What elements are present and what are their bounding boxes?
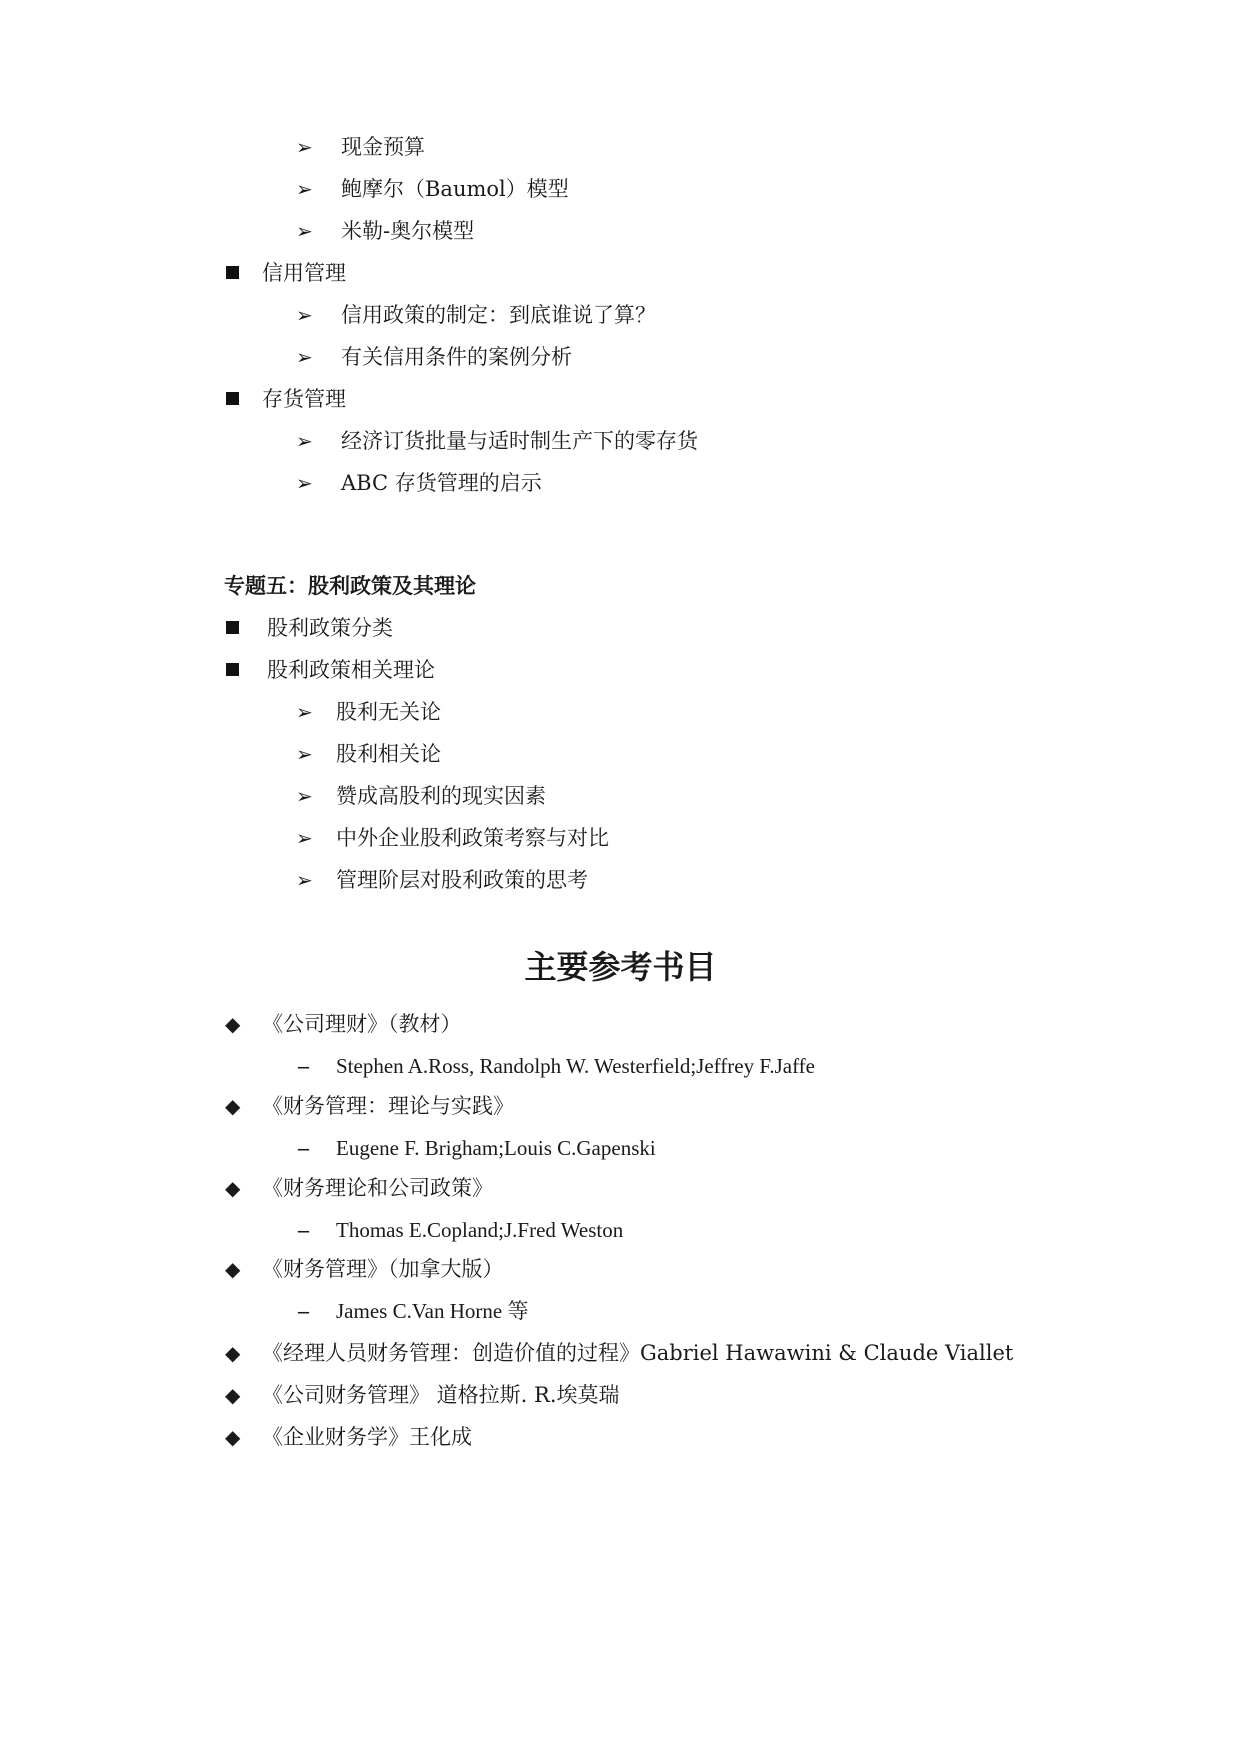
dash-bullet-icon: – xyxy=(298,1135,309,1160)
list-item-text: 经济订货批量与适时制生产下的零存货 xyxy=(341,429,698,453)
dash-bullet-icon: – xyxy=(298,1217,309,1242)
list-item-text: 中外企业股利政策考察与对比 xyxy=(336,826,609,850)
arrow-bullet-icon: ➢ xyxy=(296,742,313,766)
list-item-text: 信用政策的制定：到底谁说了算？ xyxy=(341,303,656,327)
square-bullet-icon xyxy=(226,392,239,405)
section-title: 股利政策相关理论 xyxy=(267,658,435,682)
diamond-bullet-icon: ◆ xyxy=(225,1425,241,1449)
square-bullet-icon xyxy=(226,266,239,279)
list-item-text: 鲍摩尔（Baumol）模型 xyxy=(341,177,569,201)
arrow-bullet-icon: ➢ xyxy=(296,784,313,808)
reference-author-text: James C.Van Horne 等 xyxy=(336,1299,529,1323)
reference-title: 《公司财务管理》 道格拉斯. R.埃莫瑞 xyxy=(262,1383,620,1407)
reference-title: 《经理人员财务管理：创造价值的过程》Gabriel Hawawini & Claude Viallet xyxy=(262,1341,1014,1365)
arrow-bullet-icon: ➢ xyxy=(296,135,313,159)
reference-title: 《财务理论和公司政策》 xyxy=(262,1176,493,1200)
diamond-bullet-icon: ◆ xyxy=(225,1257,241,1281)
list-item-text: 有关信用条件的案例分析 xyxy=(341,345,572,369)
arrow-bullet-icon: ➢ xyxy=(296,219,313,243)
arrow-bullet-icon: ➢ xyxy=(296,868,313,892)
topic-heading: 专题五：股利政策及其理论 xyxy=(224,573,476,598)
list-item-text: 米勒-奥尔模型 xyxy=(341,219,475,243)
reference-author-text: Thomas E.Copland;J.Fred Weston xyxy=(336,1218,624,1242)
list-item-text: 股利无关论 xyxy=(336,700,441,724)
reference-title: 《财务管理》（加拿大版） xyxy=(262,1257,504,1281)
section-title: 信用管理 xyxy=(262,261,346,285)
diamond-bullet-icon: ◆ xyxy=(225,1341,241,1365)
list-item-text: 管理阶层对股利政策的思考 xyxy=(336,868,588,892)
reference-title: 《企业财务学》王化成 xyxy=(262,1425,472,1449)
diamond-bullet-icon: ◆ xyxy=(225,1012,241,1036)
arrow-bullet-icon: ➢ xyxy=(296,471,313,495)
reference-author-text: Eugene F. Brigham;Louis C.Gapenski xyxy=(336,1136,656,1160)
diamond-bullet-icon: ◆ xyxy=(225,1176,241,1200)
arrow-bullet-icon: ➢ xyxy=(296,700,313,724)
reference-author-text: Stephen A.Ross, Randolph W. Westerfield;Jeffrey F.Jaffe xyxy=(336,1054,815,1078)
list-item-text: 现金预算 xyxy=(341,135,425,159)
reference-title: 《财务管理：理论与实践》 xyxy=(262,1094,514,1118)
square-bullet-icon xyxy=(226,663,239,676)
list-item-text: ABC 存货管理的启示 xyxy=(341,471,542,495)
list-item-text: 股利相关论 xyxy=(336,742,441,766)
diamond-bullet-icon: ◆ xyxy=(225,1383,241,1407)
arrow-bullet-icon: ➢ xyxy=(296,303,313,327)
dash-bullet-icon: – xyxy=(298,1298,309,1323)
section-title: 存货管理 xyxy=(262,387,346,411)
references-heading: 主要参考书目 xyxy=(524,948,717,986)
section-title: 股利政策分类 xyxy=(267,616,393,640)
arrow-bullet-icon: ➢ xyxy=(296,345,313,369)
arrow-bullet-icon: ➢ xyxy=(296,826,313,850)
dash-bullet-icon: – xyxy=(298,1053,309,1078)
square-bullet-icon xyxy=(226,621,239,634)
arrow-bullet-icon: ➢ xyxy=(296,429,313,453)
reference-title: 《公司理财》（教材） xyxy=(262,1012,462,1036)
arrow-bullet-icon: ➢ xyxy=(296,177,313,201)
diamond-bullet-icon: ◆ xyxy=(225,1094,241,1118)
list-item-text: 赞成高股利的现实因素 xyxy=(336,784,546,808)
